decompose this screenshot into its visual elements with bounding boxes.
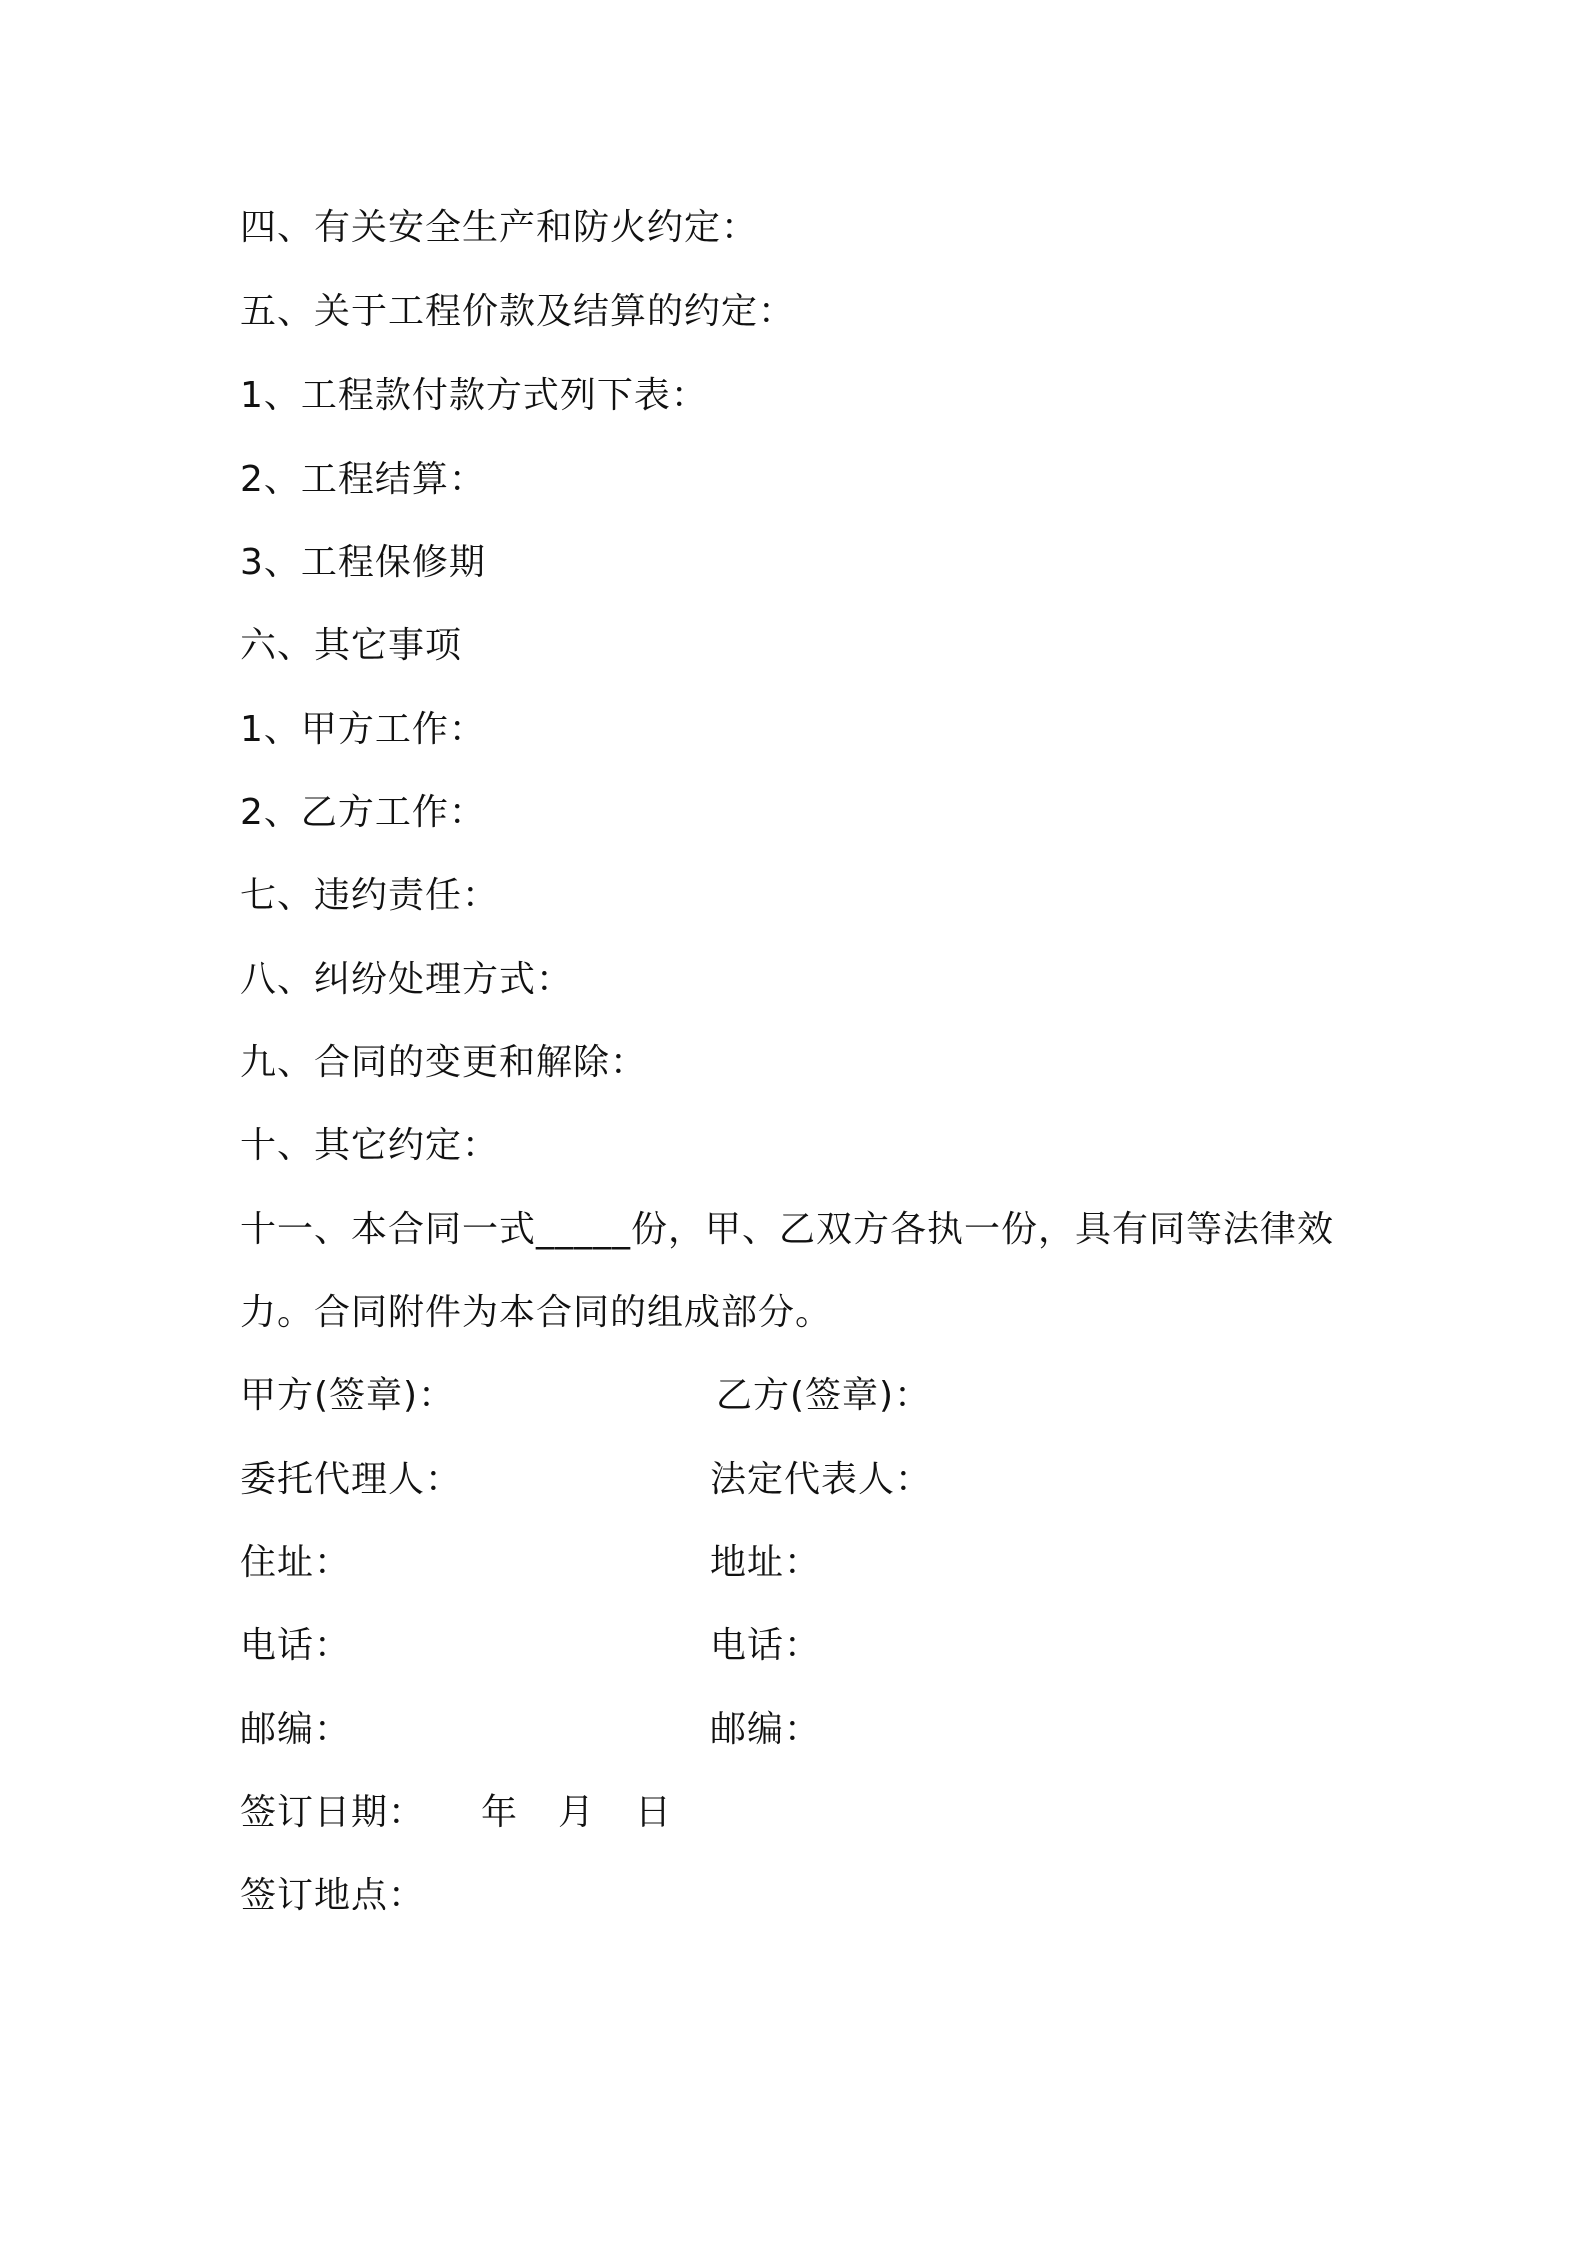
party-a-seal-label: 甲方(签章)： bbox=[240, 1375, 456, 1416]
date-month-label: 月 bbox=[558, 1792, 596, 1833]
section-4-heading: 四、有关安全生产和防火约定： bbox=[240, 207, 759, 248]
section-6-heading: 六、其它事项 bbox=[240, 625, 463, 666]
section-10-heading: 十、其它约定： bbox=[240, 1125, 500, 1166]
party-b-phone-label: 电话： bbox=[710, 1625, 822, 1666]
section-5-heading: 五、关于工程价款及结算的约定： bbox=[240, 291, 796, 332]
date-year-label: 年 bbox=[481, 1792, 519, 1833]
party-b-address-label: 地址： bbox=[710, 1542, 822, 1583]
section-7-heading: 七、违约责任： bbox=[240, 875, 500, 916]
signing-place-label: 签订地点： bbox=[240, 1875, 426, 1916]
section-11-line-1: 十一、本合同一式_____份，甲、乙双方各执一份，具有同等法律效 bbox=[240, 1209, 1335, 1250]
party-a-address-label: 住址： bbox=[240, 1542, 352, 1583]
section-5-item-1: 1、工程款付款方式列下表： bbox=[240, 375, 708, 416]
date-day-label: 日 bbox=[635, 1792, 673, 1833]
section-8-heading: 八、纠纷处理方式： bbox=[240, 959, 574, 1000]
party-a-agent-label: 委托代理人： bbox=[240, 1459, 463, 1500]
section-5-item-3: 3、工程保修期 bbox=[240, 542, 486, 583]
section-5-item-2: 2、工程结算： bbox=[240, 459, 486, 500]
signing-date-label: 签订日期： bbox=[240, 1792, 426, 1833]
party-b-representative-label: 法定代表人： bbox=[710, 1459, 933, 1500]
signing-date-row bbox=[240, 1789, 672, 1837]
party-b-seal-label: 乙方(签章)： bbox=[716, 1375, 932, 1416]
section-6-item-1: 1、甲方工作： bbox=[240, 709, 486, 750]
section-11-line-2: 力。合同附件为本合同的组成部分。 bbox=[240, 1292, 833, 1333]
party-a-postcode-label: 邮编： bbox=[240, 1709, 352, 1750]
section-9-heading: 九、合同的变更和解除： bbox=[240, 1042, 648, 1083]
section-6-item-2: 2、乙方工作： bbox=[240, 792, 486, 833]
party-b-postcode-label: 邮编： bbox=[710, 1709, 822, 1750]
party-a-phone-label: 电话： bbox=[240, 1625, 352, 1666]
